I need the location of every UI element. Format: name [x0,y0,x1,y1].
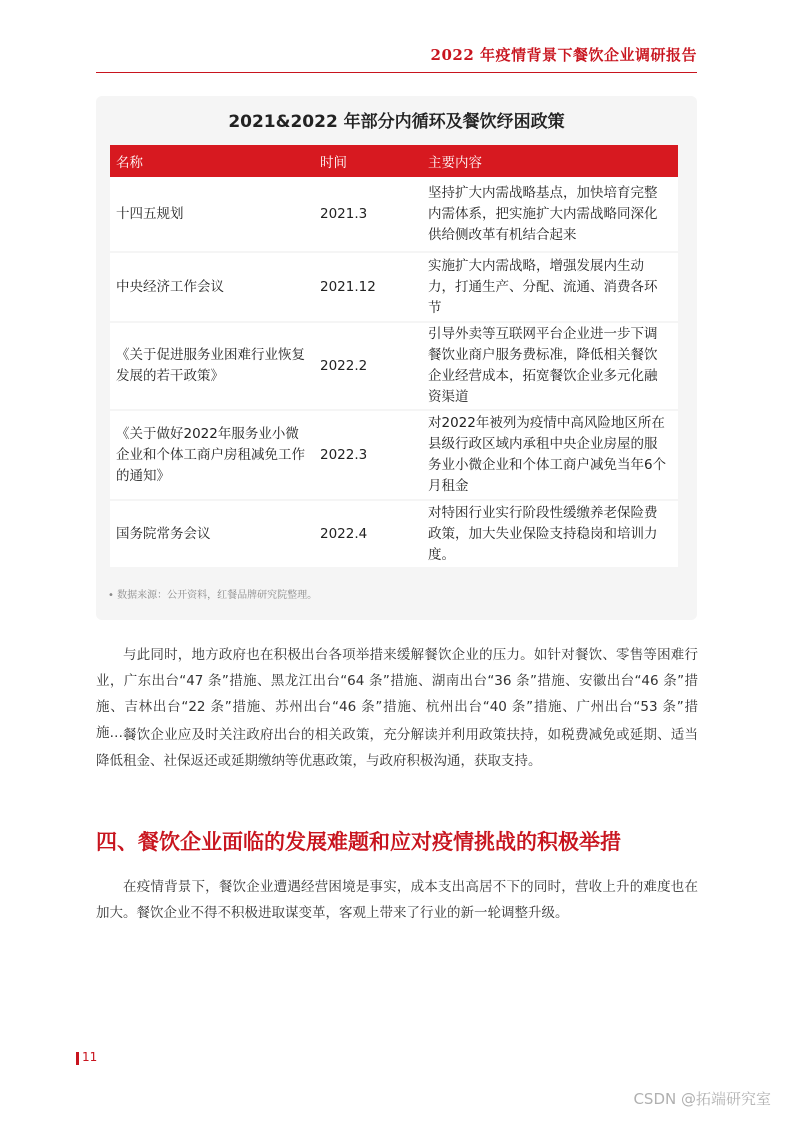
column-header-content: 主要内容 [420,145,678,177]
table-row [110,410,678,500]
policy-name: 十四五规划 [110,177,312,252]
policy-name: 《关于做好2022年服务业小微企业和个体工商户房租减免工作的通知》 [110,410,312,500]
column-header-date: 时间 [312,145,420,177]
body-paragraph-local-policies: 与此同时，地方政府也在积极出台各项举措来缓解餐饮企业的压力。如针对餐饮、零售等困难行业，广东出台“47 条”措施、黑龙江出台“64 条”措施、湖南出台“36 条”措施、安徽出台“46 条”措施、吉林出台“22 条”措施、苏州出台“46 条”措施、杭州出台“40 条”措施、广州出台“53 条”措施…… [96,647,698,741]
table-row [110,322,678,410]
policy-date: 2022.2 [312,322,420,410]
policy-date: 2022.3 [312,410,420,500]
policy-content: 对2022年被列为疫情中高风险地区所在县级行政区域内承租中央企业房屋的服务业小微企业和个体工商户减免当年6个月租金 [420,410,678,500]
column-header-name: 名称 [110,145,312,177]
policy-date: 2022.4 [312,500,420,568]
body-paragraph-company-advice: 餐饮企业应及时关注政府出台的相关政策，充分解读并利用政策扶持，如税费减免或延期、适当降低租金、社保返还或延期缴纳等优惠政策，与政府积极沟通，获取支持。 [96,727,698,769]
policy-name: 《关于促进服务业困难行业恢复发展的若干政策》 [110,322,312,410]
table-header-row [110,145,678,177]
policy-content: 对特困行业实行阶段性缓缴养老保险费政策，加大失业保险支持稳岗和培训力度。 [420,500,678,568]
policy-content: 实施扩大内需战略，增强发展内生动力，打通生产、分配、流通、消费各环节 [420,252,678,322]
page-number-marker [76,1052,79,1065]
policy-name: 中央经济工作会议 [110,252,312,322]
policy-date: 2021.12 [312,252,420,322]
table-row [110,252,678,322]
policy-content: 坚持扩大内需战略基点，加快培育完整内需体系，把实施扩大内需战略同深化供给侧改革有机结合起来 [420,177,678,252]
data-source-note: • 数据来源：公开资料，红餐品牌研究院整理。 [108,590,318,601]
body-paragraph-challenges: 在疫情背景下，餐饮企业遭遇经营困境是事实，成本支出高居不下的同时，营收上升的难度也在加大。餐饮企业不得不积极进取谋变革，客观上带来了行业的新一轮调整升级。 [96,879,698,921]
policy-table-title: 2021&2022 年部分内循环及餐饮纾困政策 [228,112,565,132]
policy-name: 国务院常务会议 [110,500,312,568]
header-divider [96,72,697,73]
table-row [110,177,678,252]
watermark-credit: CSDN @拓端研究室 [633,1090,771,1108]
table-row [110,500,678,568]
policy-content: 引导外卖等互联网平台企业进一步下调餐饮业商户服务费标准，降低相关餐饮企业经营成本，拓宽餐饮企业多元化融资渠道 [420,322,678,410]
section-heading: 四、餐饮企业面临的发展难题和应对疫情挑战的积极举措 [96,829,621,854]
report-title: 2022 年疫情背景下餐饮企业调研报告 [430,46,697,64]
policy-date: 2021.3 [312,177,420,252]
page-number: 11 [82,1050,98,1064]
policy-table [110,145,678,569]
